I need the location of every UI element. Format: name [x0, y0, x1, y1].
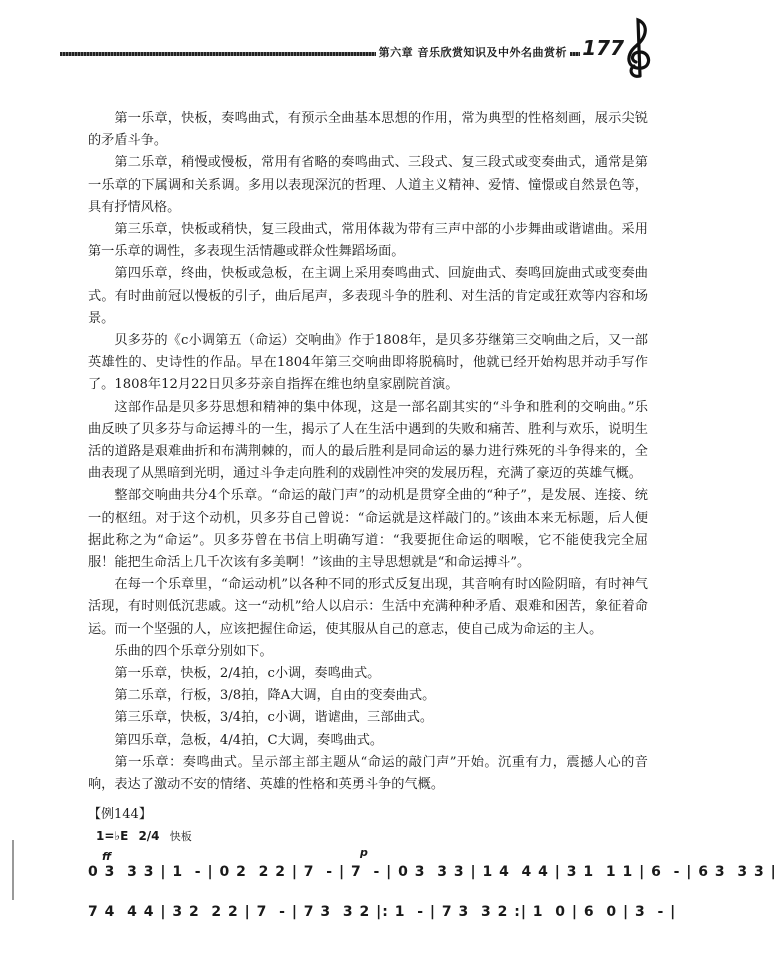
paragraph: 第一乐章，快板，2/4拍，c小调，奏鸣曲式。 [114, 666, 381, 682]
paragraph: 第二乐章，行板，3/8拍，降A大调，自由的变奏曲式。 [114, 688, 436, 704]
paragraph: 第四乐章，终曲，快板或急板，在主调上采用奏鸣曲式、回旋曲式、奏鸣回旋曲式或变奏曲式。有时曲前冠以慢板的引子，曲后尾声，多表现斗争的胜利、对生活的肯定或狂欢等内容和场景。 [88, 266, 648, 326]
page-number: 177 [582, 36, 624, 60]
paragraph: 乐曲的四个乐章分别如下。 [114, 643, 273, 659]
dynamic-marking: ff [102, 850, 112, 863]
dynamic-marking: p [360, 846, 368, 859]
jianpu-score [88, 822, 777, 942]
paragraph: 在每一个乐章里，“命运动机”以各种不同的形式反复出现，其音响有时凶险阴暗，有时神气活现，有时则低沉悲戚。这一“动机”给人以启示：生活中充满种种矛盾、艰难和困苦，象征着命运。而一个坚强的人，应该把握住命运，使其服从自己的意志，使自己成为命运的主人。 [88, 577, 648, 637]
body-text [88, 108, 648, 796]
scan-margin-mark [12, 840, 14, 900]
paragraph: 第一乐章，快板，奏鸣曲式，有预示全曲基本思想的作用，常为典型的性格刻画，展示尖锐的矛盾斗争。 [88, 111, 648, 149]
score-line: 7 4 4 4 | 3 2 2 2 | 7 - | 7 3 3 2 |: 1 - | 7 3 3 2 :| 1 0 | 6 0 | 3 - | [88, 904, 677, 920]
paragraph: 第四乐章，急板，4/4拍，C大调，奏鸣曲式。 [114, 732, 384, 748]
paragraph: 第一乐章：奏鸣曲式。呈示部主部主题从“命运的敲门声”开始。沉重有力，震撼人心的音响，表达了激动不安的情绪、英雄的性格和英勇斗争的气概。 [88, 754, 648, 793]
score-line: 0 3 3 3 | 1 - | 0 2 2 2 | 7 - | 7 - | 0 3 3 3 | 1 4 4 4 | 3 1 1 1 | 6 - | 6 3 3 3 | [88, 864, 777, 880]
tempo-marking: 快板 [169, 830, 192, 843]
time-signature: 2/4 [138, 829, 160, 843]
paragraph: 贝多芬的《c小调第五（命运）交响曲》作于1808年，是贝多芬继第三交响曲之后，又一部英雄性的、史诗性的作品。早在1804年第三交响曲即将脱稿时，他就已经开始构思并动手写作了。1808年12月22日贝多芬亲自指挥在维也纳皇家剧院首演。 [88, 333, 648, 393]
treble-clef-icon [618, 14, 658, 84]
key-signature [96, 828, 192, 844]
paragraph: 第三乐章，快板，3/4拍，c小调，谐谑曲，三部曲式。 [114, 710, 434, 726]
paragraph: 第二乐章，稍慢或慢板，常用有省略的奏鸣曲式、三段式、复三段式或变奏曲式，通常是第一乐章的下属调和关系调。多用以表现深沉的哲理、人道主义精神、爱情、憧憬或自然景色等，具有抒情风格。 [88, 155, 648, 215]
header-title: 第六章 音乐欣赏知识及中外名曲赏析 [376, 44, 570, 60]
paragraph: 第三乐章，快板或稍快，复三段曲式，常用体裁为带有三声中部的小步舞曲或谐谑曲。采用第一乐章的调性，多表现生活情趣或群众性舞蹈场面。 [88, 222, 648, 260]
paragraph: 这部作品是贝多芬思想和精神的集中体现，这是一部名副其实的“斗争和胜利的交响曲。”乐曲反映了贝多芬与命运搏斗的一生，揭示了人在生活中遇到的失败和痛苦、胜利与欢乐，说明生活的道路是艰难曲折和布满荆棘的，而人的最后胜利是同命运的暴力进行殊死的斗争得来的，全曲表现了从黑暗到光明，通过斗争走向胜利的戏剧性冲突的发展历程，充满了豪迈的英雄气概。 [88, 399, 648, 482]
key: 1=♭E [96, 829, 129, 843]
paragraph: 整部交响曲共分4个乐章。“命运的敲门声”的动机是贯穿全曲的“种子”，是发展、连接、统一的枢纽。对于这个动机，贝多芬自己曾说：“命运就是这样敲门的。”该曲本来无标题，后人便据此称之为“命运”。贝多芬曾在书信上明确写道：“我要扼住命运的咽喉，它不能使我完全屈服！能把生命活上几千次该有多美啊！”该曲的主导思想就是“和命运搏斗”。 [88, 488, 648, 571]
running-header [60, 36, 624, 62]
example-label: 【例144】 [88, 807, 152, 822]
